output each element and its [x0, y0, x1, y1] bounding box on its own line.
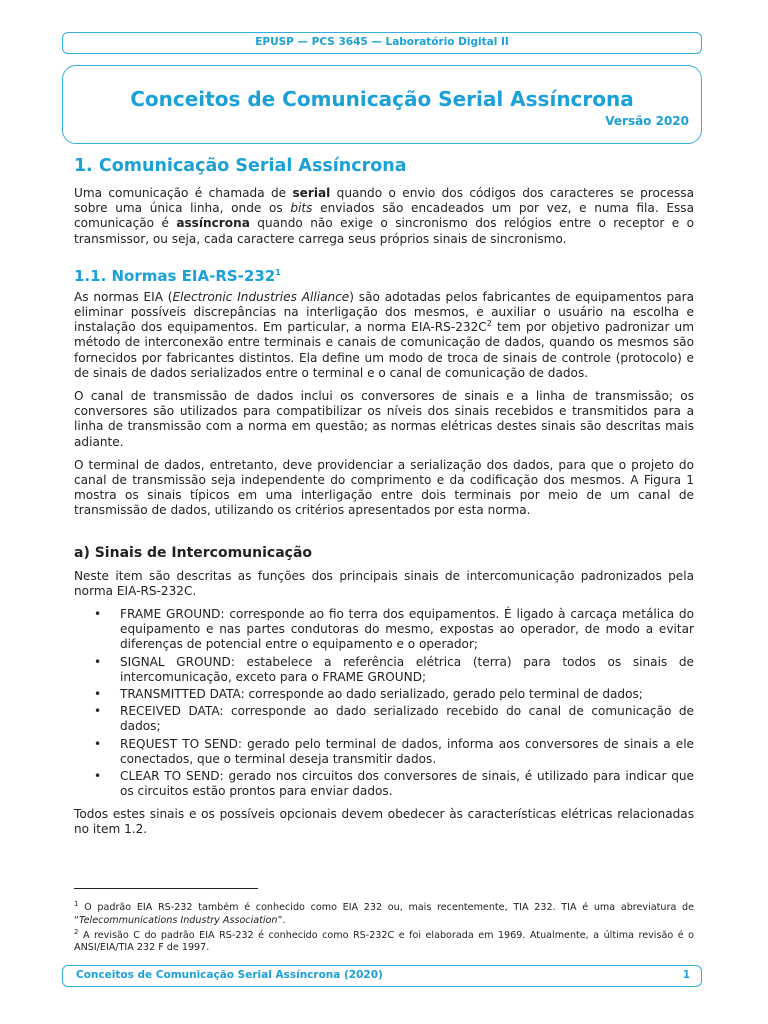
- running-header-text: EPUSP — PCS 3645 — Laboratório Digital II: [255, 36, 509, 48]
- section-1-paragraph: [74, 186, 694, 247]
- section-1-1-paragraph-3: O terminal de dados, entretanto, deve providenciar a serialização dos dados, para que o projeto do canal de transmissão seja independente do comprimento e da codificação dos mesmos. A Figura 1 mostra os sinais típicos em uma interligação entre dois terminais por meio de um canal de transmissão de dados, utilizando os critérios apresentados por esta norma.: [74, 457, 694, 518]
- list-item: • TRANSMITTED DATA: corresponde ao dado serializado, gerado pelo terminal de dados;: [120, 687, 694, 702]
- footnote-2-number: 2: [74, 927, 79, 936]
- footnote-ref-1[interactable]: 1: [275, 267, 281, 277]
- italic-eia-name: Electronic Industries Alliance: [172, 289, 350, 304]
- section-a-intro: Neste item são descritas as funções dos principais sinais de intercomunicação padronizados pela norma EIA-RS-232C.: [74, 568, 694, 598]
- text-run: As normas EIA (: [74, 289, 173, 304]
- version-label: Versão 2020: [605, 114, 689, 128]
- document-title: Conceitos de Comunicação Serial Assíncrona: [130, 87, 634, 111]
- text-run: O padrão EIA RS-232 também é conhecido como EIA 232 ou, mais recentemente, TIA 232. TIA é uma abreviatura de “: [74, 902, 694, 926]
- italic-bits: bits: [290, 201, 313, 216]
- bold-serial: serial: [292, 186, 331, 200]
- footer-title: Conceitos de Comunicação Serial Assíncrona (2020): [76, 969, 383, 981]
- italic-tia-name: Telecommunications Industry Association: [78, 914, 278, 926]
- list-item: • CLEAR TO SEND: gerado nos circuitos dos conversores de sinais, é utilizado para indicar que os circuitos estão prontos para enviar dados.: [120, 769, 694, 799]
- section-1-1-heading-text: 1.1. Normas EIA-RS-232: [74, 266, 276, 285]
- list-item: • REQUEST TO SEND: gerado pelo terminal de dados, informa aos conversores de sinais a ele conectados, que o terminal deseja transmitir dados.: [120, 737, 694, 767]
- text-run: quando o envio dos códigos dos caracteres se processa sobre uma única linha, onde os: [74, 186, 694, 216]
- section-1-1-paragraph-1: [74, 290, 694, 381]
- text-run: tem por objetivo padronizar um método de interconexão entre terminais e canais de comunicação de dados, quando os mesmos são fornecidos por fabricantes distintos. Ela define um modo de troca de sinais de controle (protocolo) e de sinais de dados serializados entre o terminal e o canal de comunicação de dados.: [74, 320, 695, 380]
- section-1-1-paragraph-2: O canal de transmissão de dados inclui os conversores de sinais e a linha de transmissão; os conversores são utilizados para compatibilizar os níveis dos sinais recebidos e transmitidos para a linha de transmissão com a norma em questão; as normas elétricas destes sinais são descritas mais adiante.: [74, 389, 694, 449]
- section-a-heading: a) Sinais de Intercomunicação: [74, 544, 313, 561]
- section-1-heading: 1. Comunicação Serial Assíncrona: [74, 156, 407, 176]
- text-run: Uma comunicação é chamada de: [74, 186, 293, 200]
- text-run: A revisão C do padrão EIA RS-232 é conhecido como RS-232C e foi elaborada em 1969. Atualmente, a última revisão é o ANSI/EIA/TIA 232 F de 1997.: [74, 929, 694, 954]
- main-content: [74, 156, 694, 845]
- footnote-1: [74, 899, 694, 928]
- list-item: • FRAME GROUND: corresponde ao fio terra dos equipamentos. É ligado à carcaça metálica do equipamento e nas partes condutoras do mesmo, expostas ao operador, de modo a evitar diferenças de potencial entre o equipamento e o operador;: [120, 607, 694, 653]
- footnote-divider: [74, 888, 258, 889]
- list-item: • RECEIVED DATA: corresponde ao dado serializado recebido do canal de comunicação de dados;: [120, 704, 694, 734]
- text-run: enviados são encadeados um por vez, e numa fila. Essa comunicação é: [74, 201, 694, 231]
- footnote-2: [74, 927, 694, 956]
- page-number: 1: [682, 969, 690, 981]
- title-box: [62, 65, 702, 144]
- text-run: ) são adotadas pelos fabricantes de equipamentos para eliminar possíveis discrepâncias na interligação dos mesmos, e auxiliar o usuário na escolha e instalação dos equipamentos. Em particular, a norma EIA-RS-232C: [74, 289, 694, 335]
- list-item: • SIGNAL GROUND: estabelece a referência elétrica (terra) para todos os sinais de intercomunicação, exceto para o FRAME GROUND;: [120, 655, 694, 685]
- running-footer: [62, 965, 702, 987]
- footnotes: [74, 899, 694, 957]
- running-header: [62, 32, 702, 54]
- bold-assincrona: assíncrona: [176, 216, 250, 231]
- signal-list: [74, 607, 694, 799]
- text-run: quando não exige o sincronismo dos relógios entre o receptor e o transmissor, ou seja, cada caractere carrega seus próprios sinais de sincronismo.: [74, 216, 694, 246]
- footnote-1-number: 1: [74, 899, 79, 908]
- section-a-closing: Todos estes sinais e os possíveis opcionais devem obedecer às características elétricas relacionadas no item 1.2.: [74, 806, 694, 836]
- footnote-ref-2[interactable]: 2: [486, 319, 492, 329]
- section-1-1-heading: [74, 267, 694, 285]
- text-run: ”.: [277, 914, 286, 926]
